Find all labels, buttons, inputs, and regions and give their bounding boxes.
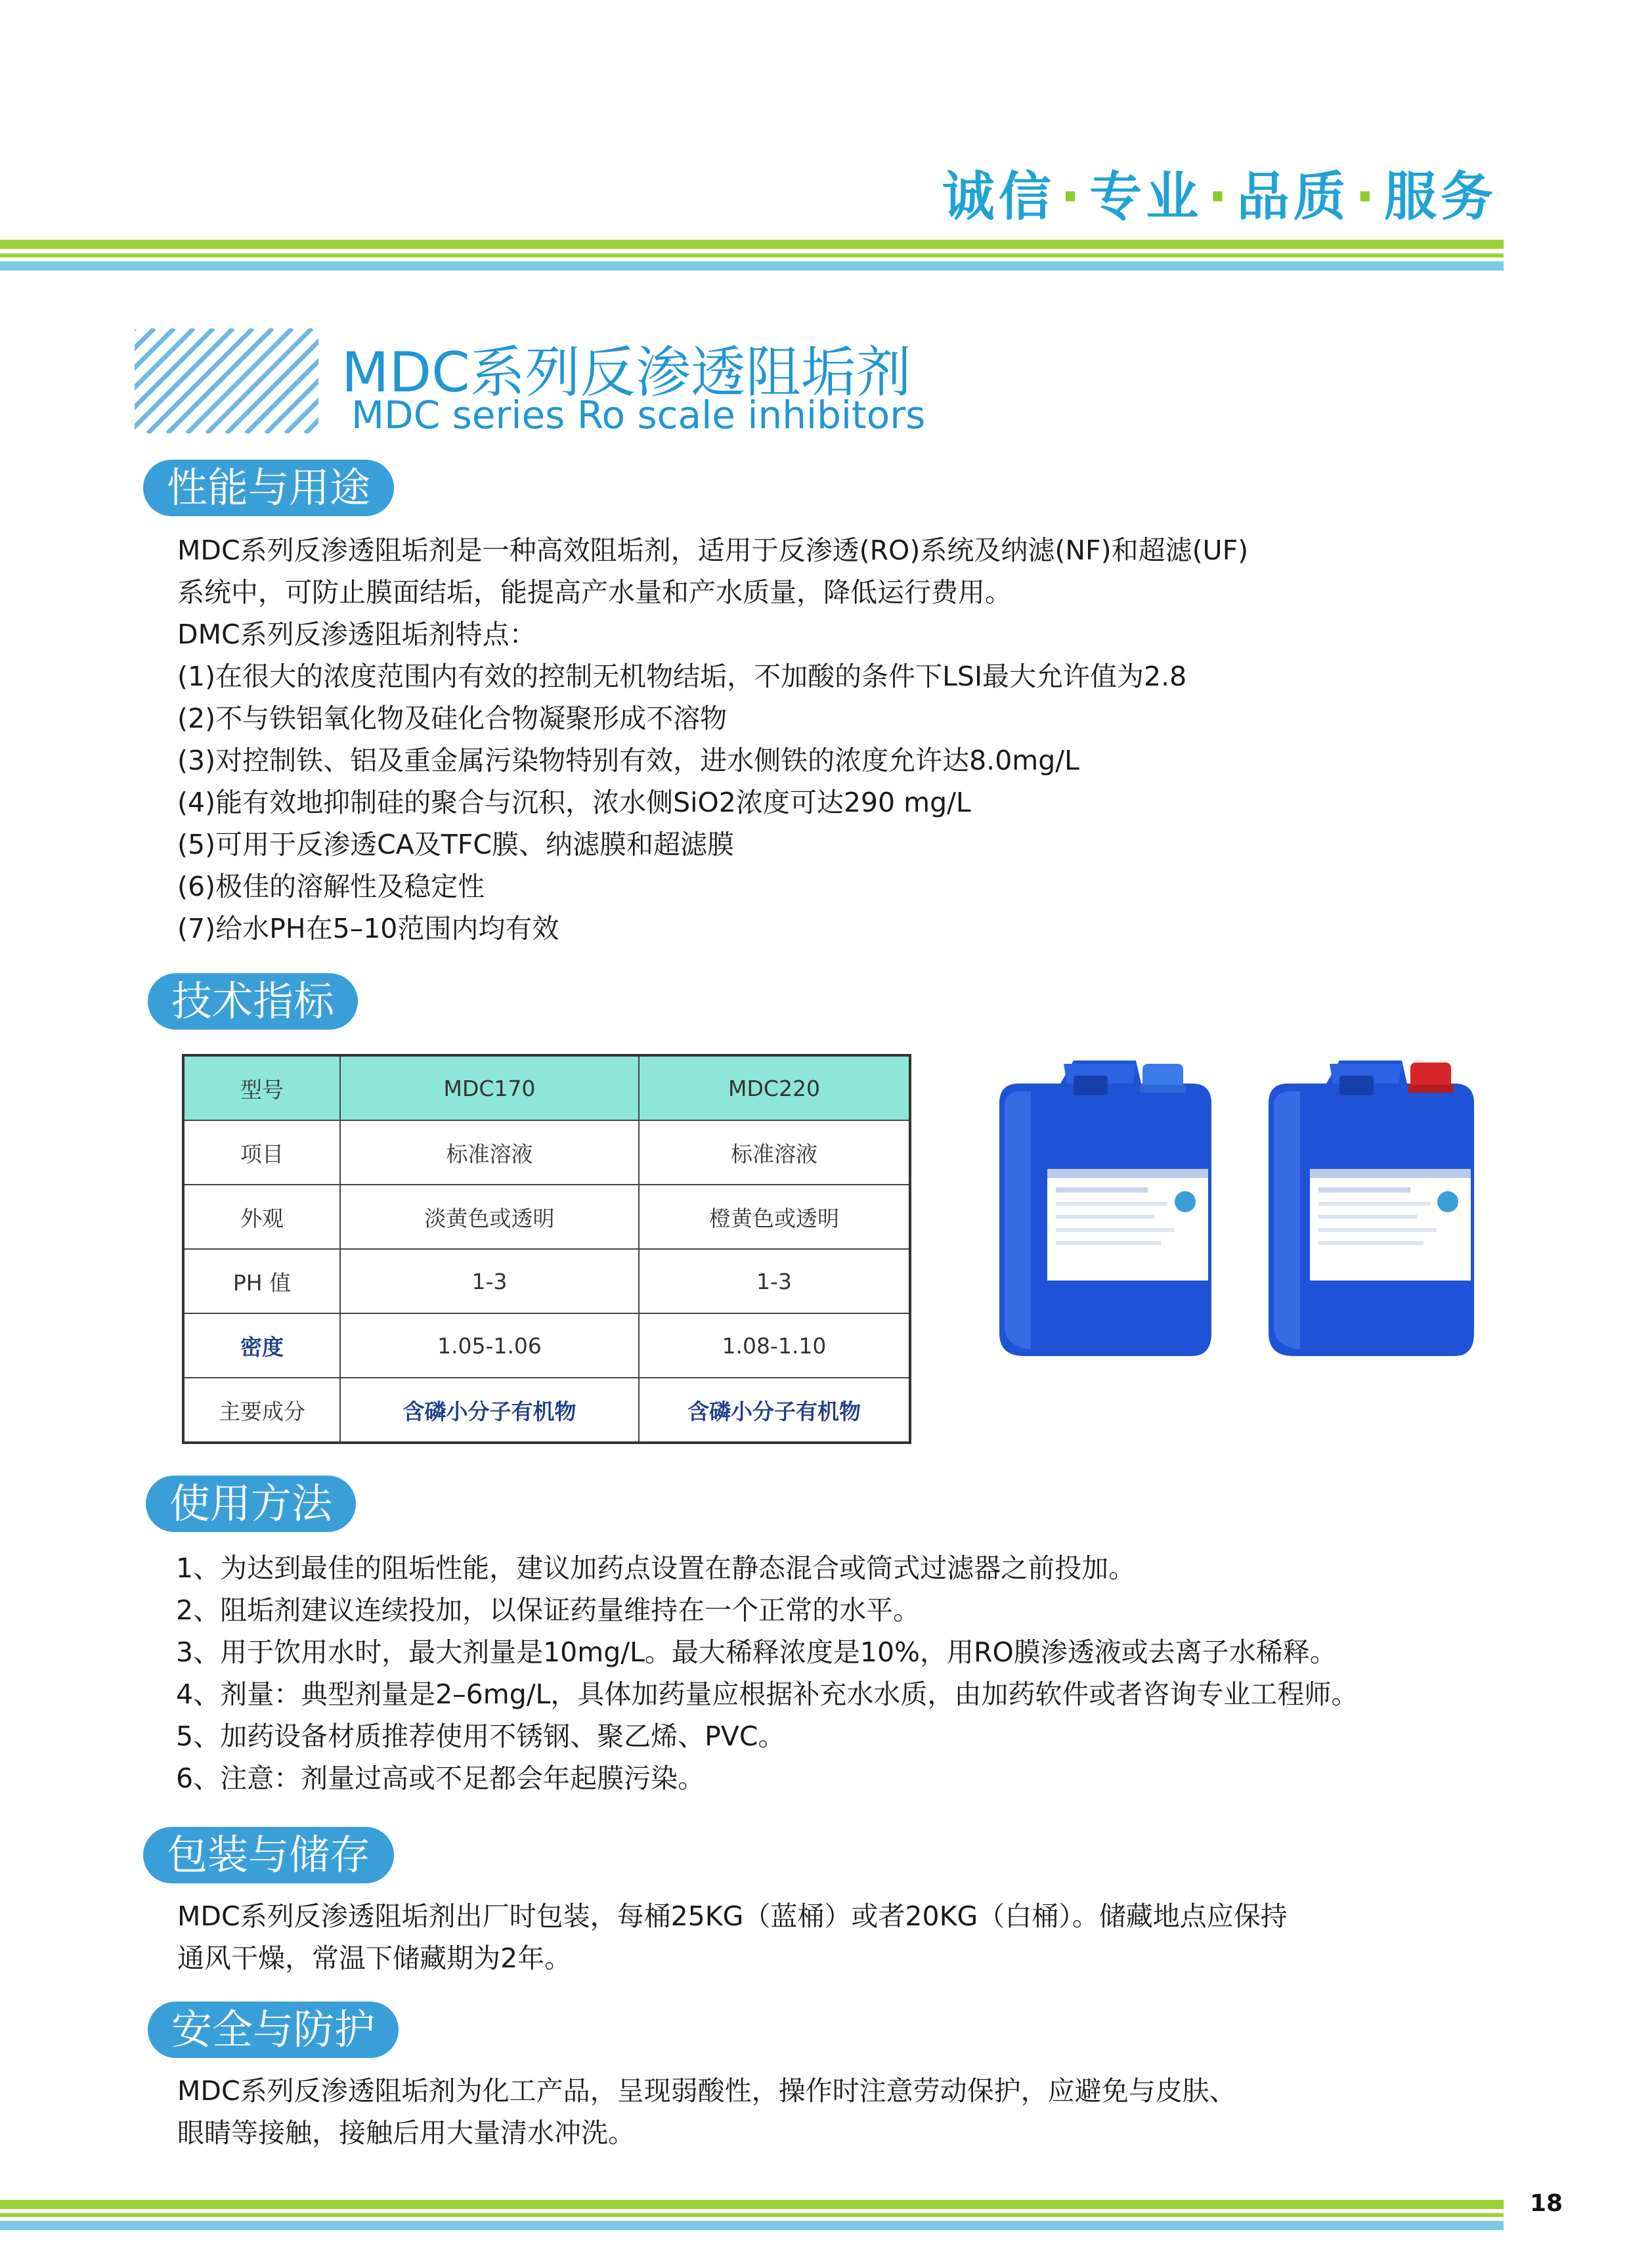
text-line: (4)能有效地抑制硅的聚合与沉积，浓水侧SiO2浓度可达290 mg/L bbox=[177, 787, 971, 818]
table-cell: MDC170 bbox=[340, 1055, 639, 1120]
text-line: DMC系列反渗透阻垢剂特点： bbox=[177, 619, 536, 650]
text-line: 6、注意：剂量过高或不足都会年起膜污染。 bbox=[176, 1763, 705, 1794]
page-number: 18 bbox=[1530, 2190, 1563, 2217]
usage-text bbox=[176, 1547, 1358, 1799]
section-heading-usage: 使用方法 bbox=[146, 1476, 356, 1532]
text-line: 系统中，可防止膜面结垢，能提高产水量和产水质量，降低运行费用。 bbox=[177, 577, 1012, 608]
table-row bbox=[183, 1120, 910, 1185]
footer-stripe bbox=[0, 2213, 1504, 2217]
slogan-word: 服务 bbox=[1384, 166, 1497, 227]
table-cell: 型号 bbox=[183, 1055, 340, 1120]
text-line: MDC系列反渗透阻垢剂为化工产品，呈现弱酸性，操作时注意劳动保护，应避免与皮肤、 bbox=[177, 2075, 1236, 2107]
table-cell: 1-3 bbox=[639, 1249, 910, 1313]
packaging-text bbox=[177, 1895, 1288, 1979]
text-line: (5)可用于反渗透CA及TFC膜、纳滤膜和超滤膜 bbox=[177, 829, 735, 860]
table-row bbox=[183, 1378, 910, 1443]
slogan-separator: · bbox=[1207, 166, 1232, 227]
table-cell: 密度 bbox=[183, 1313, 340, 1378]
product-drums-image bbox=[985, 1044, 1510, 1372]
text-line: 2、阻垢剂建议连续投加，以保证药量维持在一个正常的水平。 bbox=[176, 1594, 921, 1626]
table-header-row bbox=[183, 1055, 910, 1120]
table-cell: 1.05-1.06 bbox=[340, 1313, 639, 1378]
table-cell: 主要成分 bbox=[183, 1378, 340, 1443]
text-line: 1、为达到最佳的阻垢性能，建议加药点设置在静态混合或筒式过滤器之前投加。 bbox=[176, 1552, 1136, 1584]
table-row bbox=[183, 1249, 910, 1313]
text-line: 通风干燥，常温下储藏期为2年。 bbox=[177, 1942, 572, 1974]
slogan-word: 专业 bbox=[1089, 166, 1203, 227]
table-cell: PH 值 bbox=[183, 1249, 340, 1313]
table-cell: 橙黄色或透明 bbox=[639, 1185, 910, 1249]
text-line: 4、剂量：典型剂量是2–6mg/L，具体加药量应根据补充水水质，由加药软件或者咨询专业工程师。 bbox=[176, 1678, 1359, 1710]
table-cell: 淡黄色或透明 bbox=[340, 1185, 639, 1249]
blue-drum-icon bbox=[999, 1061, 1211, 1356]
header-stripe bbox=[0, 253, 1504, 257]
table-cell: 1-3 bbox=[340, 1249, 639, 1313]
text-line: (1)在很大的浓度范围内有效的控制无机物结垢，不加酸的条件下LSI最大允许值为2.8 bbox=[177, 661, 1187, 692]
table-row bbox=[183, 1313, 910, 1378]
text-line: (3)对控制铁、铝及重金属污染物特别有效，进水侧铁的浓度允许达8.0mg/L bbox=[177, 745, 1079, 776]
page-title: MDC系列反渗透阻垢剂 bbox=[341, 340, 911, 405]
header-stripe bbox=[0, 240, 1504, 249]
performance-text bbox=[177, 529, 1248, 950]
safety-text bbox=[177, 2070, 1236, 2154]
text-line: 眼睛等接触，接触后用大量清水冲洗。 bbox=[177, 2117, 635, 2149]
table-cell: MDC220 bbox=[639, 1055, 910, 1120]
footer-stripe bbox=[0, 2221, 1504, 2230]
table-cell: 标准溶液 bbox=[340, 1120, 639, 1185]
page-subtitle: MDC series Ro scale inhibitors bbox=[351, 393, 926, 437]
text-line: MDC系列反渗透阻垢剂出厂时包装，每桶25KG（蓝桶）或者20KG（白桶）。储藏地点应保持 bbox=[177, 1900, 1288, 1932]
slogan-separator: · bbox=[1355, 166, 1379, 227]
text-line: (7)给水PH在5–10范围内均有效 bbox=[177, 913, 559, 944]
table-cell: 项目 bbox=[183, 1120, 340, 1185]
blue-drum-icon bbox=[1269, 1061, 1474, 1356]
table-cell: 1.08-1.10 bbox=[639, 1313, 910, 1378]
text-line: 5、加药设备材质推荐使用不锈钢、聚乙烯、PVC。 bbox=[176, 1720, 785, 1752]
slogan bbox=[880, 154, 1497, 230]
section-heading-safety: 安全与防护 bbox=[148, 2002, 399, 2058]
table-cell: 外观 bbox=[183, 1185, 340, 1249]
table-cell: 含磷小分子有机物 bbox=[340, 1378, 639, 1443]
text-line: 3、用于饮用水时，最大剂量是10mg/L。最大稀释浓度是10%，用RO膜渗透液或去离子水稀释。 bbox=[176, 1636, 1337, 1668]
slogan-word: 品质 bbox=[1236, 166, 1350, 227]
text-line: MDC系列反渗透阻垢剂是一种高效阻垢剂，适用于反渗透(RO)系统及纳滤(NF)和超滤(UF) bbox=[177, 535, 1249, 566]
table-cell: 含磷小分子有机物 bbox=[639, 1378, 910, 1443]
section-heading-performance: 性能与用途 bbox=[143, 460, 394, 516]
section-heading-packaging: 包装与储存 bbox=[143, 1827, 394, 1883]
slogan-separator: · bbox=[1060, 166, 1085, 227]
footer-stripe bbox=[0, 2200, 1504, 2209]
section-heading-specs: 技术指标 bbox=[148, 973, 358, 1030]
table-cell: 标准溶液 bbox=[639, 1120, 910, 1185]
spec-table bbox=[182, 1054, 911, 1444]
title-hatch-decoration bbox=[135, 328, 318, 433]
text-line: (6)极佳的溶解性及稳定性 bbox=[177, 871, 485, 902]
slogan-word: 诚信 bbox=[942, 166, 1055, 227]
header-stripe bbox=[0, 261, 1504, 271]
table-row bbox=[183, 1185, 910, 1249]
text-line: (2)不与铁铝氧化物及硅化合物凝聚形成不溶物 bbox=[177, 703, 728, 734]
